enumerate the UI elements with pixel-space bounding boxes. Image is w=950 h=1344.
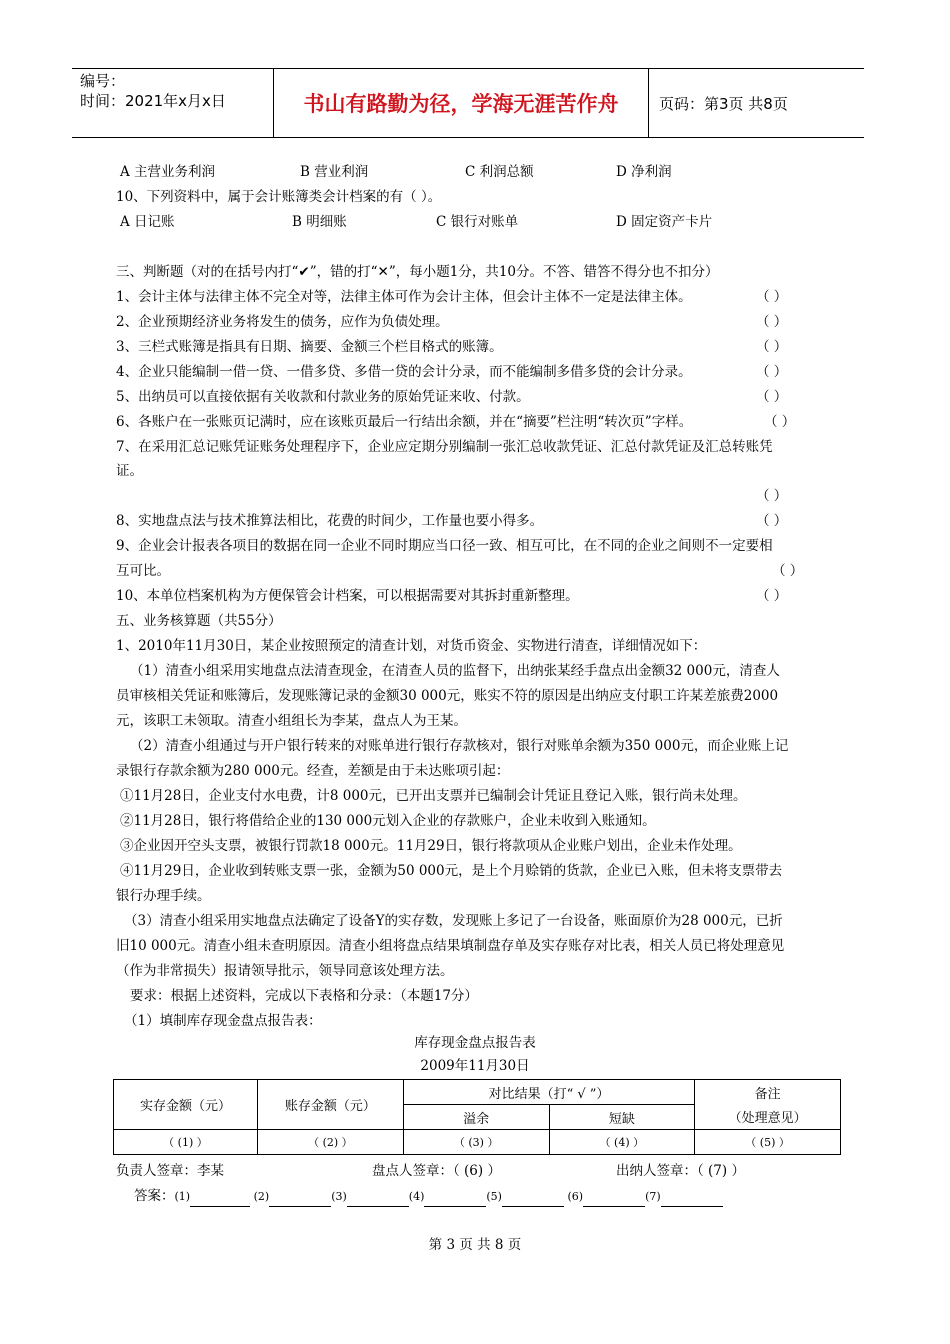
blank-2[interactable]: （ (2) ） [257,1130,403,1155]
answer-blank-3[interactable] [347,1192,409,1207]
q10-option-c: C 银行对账单 [436,214,519,230]
case-line-1: 1、2010年11月30日，某企业按照预定的清查计划，对货币资金、实物进行清查，详细情况如下： [116,638,707,654]
section3-title: 三、判断题（对的在括号内打“✔”，错的打“✕”，每小题1分，共10分。不答、错答不得分也不扣分） [116,264,719,280]
header-left [72,69,274,137]
judge-item-3: 3、三栏式账簿是指具有日期、摘要、金额三个栏目格式的账簿。 [116,339,503,355]
case-line-3: 员审核相关凭证和账簿后，发现账簿记录的金额30 000元，账实不符的原因是出纳应支付职工许某差旅费2000 [116,688,779,704]
q9-option-c: C 利润总额 [465,164,534,180]
blank-4[interactable]: （ (4) ） [549,1130,695,1155]
judge-mark-10: （ ） [756,588,788,604]
cash-count-report-table [113,1079,841,1155]
answer-label: 答案： [134,1188,175,1204]
judge-item-10: 10、本单位档案机构为方便保管会计档案，可以根据需要对其拆封重新整理。 [116,588,579,604]
judge-item-6: 6、各账户在一张账页记满时，应在该账页最后一行结出余额，并在“摘要”栏注明“转次页”字样。 [116,414,693,430]
judge-mark-5: （ ） [756,389,788,405]
judge-mark-2: （ ） [756,314,788,330]
answer-num-6: (6) [567,1190,584,1203]
number-label: 编号： [80,72,126,90]
judge-item-7-cont: 证。 [116,463,143,479]
answer-blank-5[interactable] [502,1192,564,1207]
judge-item-9-cont: 互可比。 [116,563,170,579]
judge-mark-8: （ ） [756,513,788,529]
header-page-label: 页码：第3页 共8页 [659,94,788,113]
blank-5[interactable]: （ (5) ） [695,1130,841,1155]
sign-counter: 盘点人签章：（ (6) ） [372,1163,501,1179]
judge-item-2: 2、企业预期经济业务将发生的债务，应作为负债处理。 [116,314,449,330]
judge-mark-3: （ ） [756,339,788,355]
col-surplus: 溢余 [403,1105,549,1130]
sign-head: 负责人签章：李某 [116,1163,224,1179]
answer-num-4: (4) [408,1190,425,1203]
time-label: 时间：2021年x月x日 [80,92,226,110]
case-line-9: ③企业因开空头支票，被银行罚款18 000元。11月29日，银行将款项从企业账户划出，企业未作处理。 [120,838,742,854]
page-footer: 第 3 页 共 8 页 [428,1237,522,1253]
blank-1[interactable]: （ (1) ） [114,1130,258,1155]
answer-num-7: (7) [645,1190,661,1203]
col-note-sub: （处理意见） [695,1105,841,1130]
q9-option-d: D 净利润 [616,164,672,180]
section5-title: 五、业务核算题（共55分） [116,613,282,629]
answer-blank-1[interactable] [190,1192,250,1207]
answer-num-5: (5) [486,1190,502,1203]
q10-stem: 10、下列资料中，属于会计账簿类会计档案的有（ ）。 [116,189,442,205]
case-line-2: （1）清查小组采用实地盘点法清查现金，在清查人员的监督下，出纳张某经手盘点出金额32 000元，清查人 [130,663,780,679]
answer-blank-2[interactable] [269,1192,331,1207]
col-shortage: 短缺 [549,1105,695,1130]
report-date: 2009年11月30日 [420,1058,530,1074]
header-motto: 书山有路勤为径，学海无涯苦作舟 [274,69,649,137]
case-line-12: （3）清查小组采用实地盘点法确定了设备Y的实存数，发现账上多记了一台设备，账面原价为28 000元，已折 [124,913,783,929]
judge-mark-6: （ ） [764,414,796,430]
col-book-amount: 账存金额（元） [257,1080,403,1130]
judge-mark-4: （ ） [756,364,788,380]
judge-item-5: 5、出纳员可以直接依据有关收款和付款业务的原始凭证来收、付款。 [116,389,530,405]
sign-cashier: 出纳人签章：（ (7) ） [616,1163,745,1179]
case-line-7: ①11月28日，企业支付水电费，计8 000元，已开出支票并已编制会计凭证且登记入账，银行尚未处理。 [120,788,747,804]
answer-row [134,1186,723,1207]
q9-option-b: B 营业利润 [300,164,369,180]
judge-item-4: 4、企业只能编制一借一贷、一借多贷、多借一贷的会计分录，而不能编制多借多贷的会计分录。 [116,364,692,380]
answer-blank-6[interactable] [583,1192,645,1207]
answer-blank-7[interactable] [661,1192,723,1207]
col-compare-result: 对比结果（打“ √ ”） [403,1080,694,1105]
answer-num-1: (1) [174,1190,191,1203]
judge-mark-9: （ ） [772,563,804,579]
case-line-11: 银行办理手续。 [116,888,211,904]
judge-mark-7: （ ） [756,488,788,504]
q9-option-a: A 主营业务利润 [120,164,216,180]
judge-mark-1: （ ） [756,289,788,305]
answer-num-2: (2) [253,1190,270,1203]
judge-item-8: 8、实地盘点法与技术推算法相比，花费的时间少，工作量也要小得多。 [116,513,544,529]
case-line-13: 旧10 000元。清查小组未查明原因。清查小组将盘点结果填制盘存单及实存账存对比表，相关人员已将处理意见 [116,938,785,954]
q10-option-a: A 日记账 [120,214,175,230]
q10-option-d: D 固定资产卡片 [616,214,713,230]
case-line-8: ②11月28日，银行将借给企业的130 000元划入企业的存款账户，企业未收到入账通知。 [120,813,656,829]
report-title: 库存现金盘点报告表 [414,1035,536,1051]
answer-num-3: (3) [331,1190,347,1203]
answer-blank-4[interactable] [424,1192,486,1207]
judge-item-1: 1、会计主体与法律主体不完全对等，法律主体可作为会计主体，但会计主体不一定是法律主体。 [116,289,692,305]
case-line-4: 元，该职工未领取。清查小组组长为李某，盘点人为王某。 [116,713,467,729]
judge-item-7: 7、在采用汇总记账凭证账务处理程序下，企业应定期分别编制一张汇总收款凭证、汇总付款凭证及汇总转账凭 [116,439,773,455]
case-line-10: ④11月29日，企业收到转账支票一张，金额为50 000元，是上个月赊销的货款，企业已入账，但未将支票带去 [120,863,783,879]
case-line-5: （2）清查小组通过与开户银行转来的对账单进行银行存款核对，银行对账单余额为350 000元，而企业账上记 [130,738,789,754]
case-line-6: 录银行存款余额为280 000元。经查，差额是由于未达账项引起： [116,763,510,779]
blank-3[interactable]: （ (3) ） [403,1130,549,1155]
requirement-line: 要求：根据上述资料，完成以下表格和分录：（本题17分） [130,988,478,1004]
col-note: 备注 [695,1080,841,1105]
judge-item-9: 9、企业会计报表各项目的数据在同一企业不同时期应当口径一致、相互可比，在不同的企业之间则不一定要相 [116,538,773,554]
task-1-line: （1）填制库存现金盘点报告表： [124,1013,322,1029]
q10-option-b: B 明细账 [292,214,347,230]
case-line-14: （作为非常损失）报请领导批示，领导同意该处理方法。 [116,963,454,979]
col-actual-amount: 实存金额（元） [114,1080,258,1130]
page-header [72,68,864,138]
